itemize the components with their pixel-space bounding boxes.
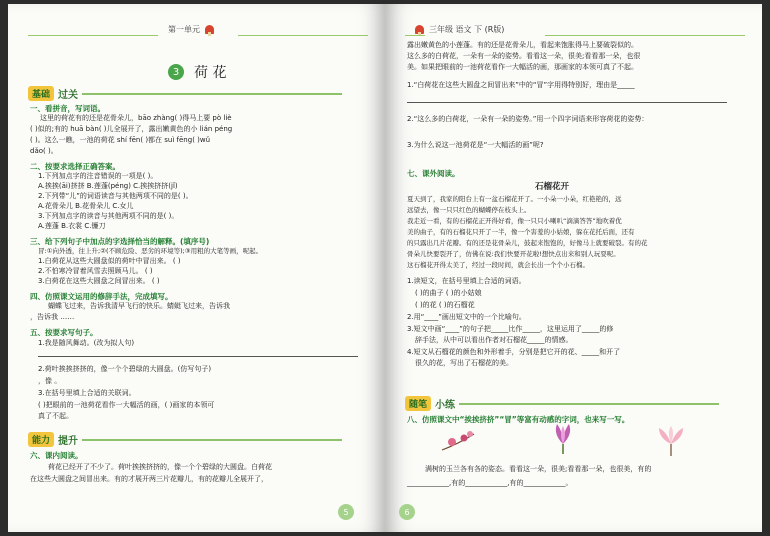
q1-line: ( )似的;有的 huā bàn( )儿全展开了，露出嫩黄色的小 lián péng xyxy=(30,125,233,133)
magnolia-bloom-icon xyxy=(545,422,581,456)
q3-line: 3.白荷花在这些大圆盘之间冒出来。 ( ) xyxy=(38,277,160,285)
magnolia-flower-icon xyxy=(653,424,689,458)
q1-heading: 一、看拼音，写词语。 xyxy=(30,104,105,113)
q5-heading: 五、按要求写句子。 xyxy=(30,328,98,337)
story-question: 3.短文中画“____”的句子把_____比作_____，这里运用了_____的修 xyxy=(407,325,614,333)
q2-heading: 二、按要求选择正确答案。 xyxy=(30,162,120,171)
q8-heading: 八、仿照课文中“挨挨挤挤”“冒”等富有动感的字词，也来写一写。 xyxy=(407,415,630,424)
unit-label: 第一单元 xyxy=(168,24,200,34)
q6-heading: 六、课内阅读。 xyxy=(30,451,83,460)
passage-line: 这么多的白荷花，一朵有一朵的姿势。看看这一朵，很美;看看那一朵，也很 xyxy=(407,52,641,60)
page-number: 6 xyxy=(399,504,415,520)
grade-label: 三年级 语文 下 (R版) xyxy=(429,24,505,34)
q3-line: 冒:①向外透，往上升;②(不顾危险、恶劣的环境等);③用粗的大笔等画，呢起。 xyxy=(38,247,263,255)
lesson-title xyxy=(168,62,226,82)
q3-line: 1.白荷花从这些大圆盘似的荷叶中冒出来。 ( ) xyxy=(38,257,181,265)
q1-line: 这里的荷花有的还是花骨朵儿，bāo zhàng( )得马上要 pò liè xyxy=(40,114,232,122)
ability-title: 提升 xyxy=(58,436,79,447)
story-line: 夏天到了，我家的阳台上有一盆石榴花开了。一小朵一小朵，红艳艳的，远 xyxy=(407,195,622,203)
story-question: ( )的花 ( )的石榴花 xyxy=(415,301,475,309)
q5-line: 真了不起。 xyxy=(38,412,73,420)
q6-line: 荷花已经开了不少了。荷叶挨挨挤挤的，像一个个碧绿的大圆盘。白荷花 xyxy=(48,463,272,471)
q4-heading: 四、仿照课文运用的修辞手法，完成填写。 xyxy=(30,292,173,301)
page-number: 5 xyxy=(338,504,354,520)
story-question: 1.读短文，在括号里填上合适的词语。 xyxy=(407,277,526,285)
story-title: 石榴花开 xyxy=(535,182,570,192)
q5-line: 3.在括号里填上合适的关联词。 xyxy=(38,389,136,397)
q4-line: 蝴蝶飞过来，告诉我清早飞行的快乐。蜻蜓飞过来，告诉我 xyxy=(48,302,230,310)
story-line: 的只露出几片花瓣。有的还是花骨朵儿，鼓起来饱饱的，好像马上就要破裂。有的花 xyxy=(407,239,648,247)
notes-title: 小练 xyxy=(435,400,456,411)
section-basics xyxy=(28,86,342,101)
story-line: 远望去，像一只只红色的蝴蝶停在枝头上。 xyxy=(407,206,531,214)
q2-line: 3.下列加点字的读音与其他两项不同的是( )。 xyxy=(38,212,179,220)
lesson-title-text: 荷 花 xyxy=(194,65,227,81)
section-ability xyxy=(28,432,342,447)
q3-line: 2.不怕寒冷冒着风雪去照顾马儿。 ( ) xyxy=(38,267,153,275)
q2-line: A.花骨朵儿 B.花骨朵儿 C.女儿 xyxy=(38,202,134,210)
reading-question: 3.为什么说这一池荷花是“一大幅活的画”呢? xyxy=(407,141,544,149)
q3-heading: 三、给下列句子中加点的字选择恰当的解释。(填序号) xyxy=(30,237,210,246)
q4-line: ，告诉我 …… xyxy=(30,313,75,321)
story-line: 我走近一看，有的石榴花正开得好看，像一只只小喇叭“滴滴答答”地吹着优 xyxy=(407,217,622,225)
q6-line: 在这些大圆盘之间冒出来。有的才展开两三片花瓣儿，有的花瓣儿全展开了， xyxy=(30,475,268,483)
story-line: 美的曲子，有的石榴花只开了一半，像一个害羞的小姑娘，躲在花托后面，还有 xyxy=(407,228,635,236)
ability-badge: 能力 xyxy=(28,432,54,447)
q8-line: ____________,有的____________,有的____________。 xyxy=(407,479,573,487)
reading-question: 1.“白荷花在这些大圆盘之间冒出来”中的“冒”字用得特别好，理由是_____ xyxy=(407,81,635,89)
open-book xyxy=(8,4,762,532)
answer-line[interactable] xyxy=(407,102,727,103)
right-page xyxy=(385,4,762,532)
q5-line: ，像 。 xyxy=(38,377,62,385)
story-question: 辞手法，从中可以看出作者对石榴花_____的情感。 xyxy=(415,336,573,344)
q1-line: ( )。这么一瞧，一池的荷花 shí fēn( )都在 suì fēng( )wǔ xyxy=(30,136,211,144)
story-question: ( )的曲子 ( )的小姑娘 xyxy=(415,289,482,297)
answer-line[interactable] xyxy=(38,356,358,357)
q5-line: 1.我是随风舞动。(改为拟人句) xyxy=(38,339,135,347)
q5-line: ( )把眼前的一池荷花看作一大幅活的画，( )画家的本领可 xyxy=(38,401,215,409)
story-question: 2.用“____”画出短文中的一个比喻句。 xyxy=(407,313,526,321)
story-question: 很久的花，写出了石榴花的美。 xyxy=(415,359,513,367)
notes-badge: 随笔 xyxy=(405,396,431,411)
basics-title: 过关 xyxy=(58,90,79,101)
story-line: 这石榴花开得太美了，经过一段时间，就会长出一个个小石榴。 xyxy=(407,261,589,269)
story-question: 4.短文从石榴花的颜色和外形着手，分别是把它开的花、_____和开了 xyxy=(407,348,621,356)
magnolia-branch-icon xyxy=(440,426,476,454)
q5-line: 2.荷叶挨挨挤挤的，像一个个碧绿的大圆盘。(仿写句子) xyxy=(38,365,212,373)
q7-heading: 七、课外阅读。 xyxy=(407,169,460,178)
basics-badge: 基础 xyxy=(28,86,54,101)
q2-line: 2.下列带“儿”的词语读音与其他两项不同的是( )。 xyxy=(38,192,193,200)
passage-line: 美。如果把眼前的一池荷花看作一大幅活的画，那画家的本领可真了不起。 xyxy=(407,63,638,71)
q1-line: dǎo( )。 xyxy=(30,147,58,155)
section-notes xyxy=(405,396,719,411)
lesson-number: 3 xyxy=(168,64,184,80)
q2-line: 1.下列加点字的注音错误的一项是( )。 xyxy=(38,172,158,180)
left-page xyxy=(8,4,385,532)
story-line: 骨朵儿快要裂开了，仿佛在说:我们快要开花啦!想快点出来和别人玩耍呢。 xyxy=(407,250,620,258)
q2-line: A.莲蓬 B.衣裳 C.镰刀 xyxy=(38,222,106,230)
q2-line: A.挨挨(āi)挤挤 B.莲蓬(péng) C.挨挨挤挤(jǐ) xyxy=(38,182,178,190)
q8-line: 满树的玉兰各有各的姿态。看看这一朵，很美;看看那一朵，也很美，有的 xyxy=(425,465,652,473)
reading-question: 2.“这么多的白荷花，一朵有一朵的姿势。”用一个四字词语来形容荷花的姿势： xyxy=(407,115,649,123)
passage-line: 露出嫩黄色的小莲蓬。有的还是花骨朵儿，看起来饱胀得马上要破裂似的。 xyxy=(407,41,638,49)
